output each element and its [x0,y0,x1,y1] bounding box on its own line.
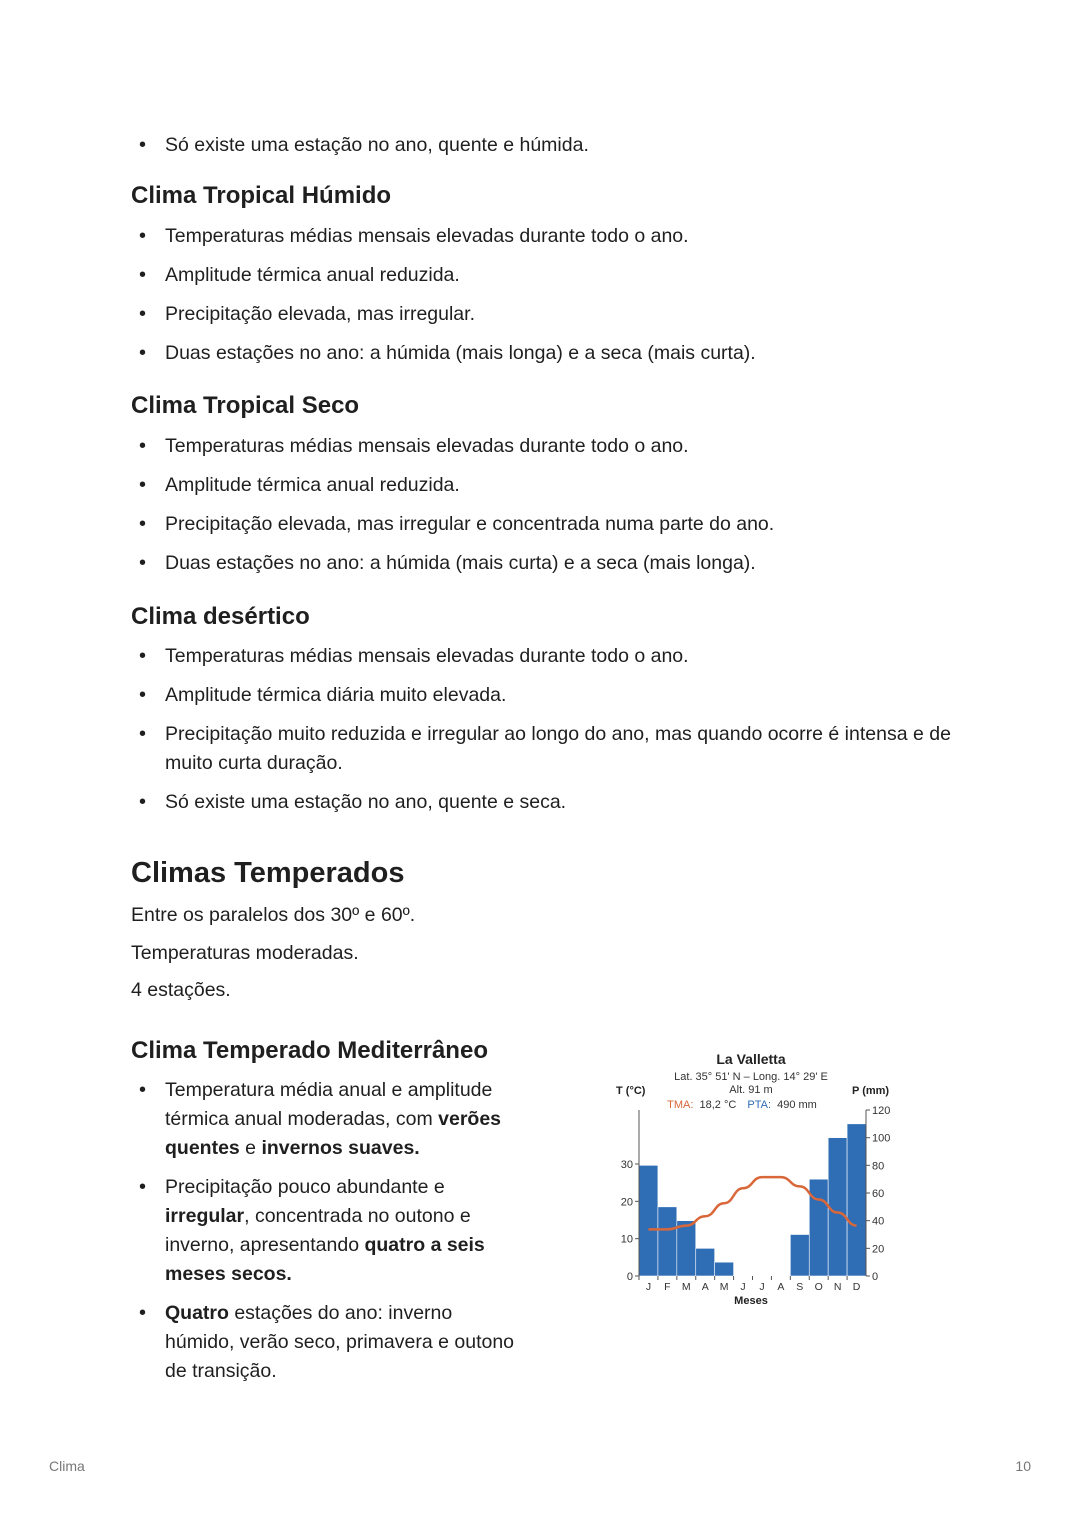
tma-value: 18,2 °C [699,1099,737,1111]
list-item [131,1173,521,1289]
bold-run: Quatro [165,1302,229,1324]
x-tick-label: A [777,1281,785,1293]
list-item: • Só existe uma estação no ano, quente e húmida. [131,131,589,160]
precip-bar [847,1124,866,1276]
text-run: estações do ano: inverno húmido, verão seco, primavera e outono de transição. [165,1302,515,1382]
list-item: • Temperaturas médias mensais elevadas durante todo o ano. [131,642,961,671]
list-item [131,1299,521,1386]
text-run: , concentrada no outono e inverno, apresentando [165,1205,471,1256]
precip-bars [639,1124,866,1276]
right-tick-label: 0 [872,1271,879,1283]
bold-run: invernos suaves. [261,1137,420,1159]
precip-bar [790,1235,809,1277]
mediterraneo-list [131,1076,521,1396]
section-heading-mediterraneo: Clima Temperado Mediterrâneo [131,1037,488,1064]
left-tick-label: 20 [620,1196,633,1209]
x-tick-label: F [664,1281,671,1293]
chart-altitude: Alt. 91 m [729,1084,773,1096]
bold-run: quatro a seis meses secos. [165,1234,485,1285]
list-item: • Temperaturas médias mensais elevadas durante todo o ano. [131,222,961,251]
list-item: • Amplitude térmica anual reduzida. [131,471,961,500]
right-tick-label: 80 [872,1160,885,1173]
text-line: Temperaturas moderadas. [131,941,359,964]
tropical-humido-list [131,222,961,378]
y-axis-label-right: P (mm) [852,1085,890,1097]
right-tick-label: 100 [872,1132,891,1145]
x-tick-label: A [701,1281,709,1293]
right-tick-label: 40 [872,1215,885,1228]
x-axis-label: Meses [734,1295,768,1307]
x-tick-label: M [719,1281,729,1293]
right-tick-label: 20 [872,1243,885,1256]
precip-bar [677,1221,696,1276]
y-axis-label-left: T (°C) [616,1085,646,1097]
right-tick-label: 60 [872,1188,885,1200]
section-heading-desertico: Clima desértico [131,603,310,630]
precip-bar [828,1138,847,1276]
tropical-seco-list [131,432,961,588]
precip-bar [658,1207,677,1276]
chart-tma-pta [667,1099,817,1111]
x-tick-label: J [759,1281,765,1293]
x-tick-label: O [814,1281,823,1293]
temperados-lines [131,901,415,1014]
section-heading-tropical-humido: Clima Tropical Húmido [131,182,392,209]
x-tick-label: N [833,1281,842,1293]
x-tick-label: J [645,1281,652,1293]
list-item [131,1076,521,1163]
text-run: Precipitação pouco abundante e [165,1176,445,1198]
precip-bar [715,1262,734,1276]
list-item: • Temperaturas médias mensais elevadas durante todo o ano. [131,432,961,461]
pta-label: PTA: [747,1099,772,1111]
tma-label: TMA: [667,1099,694,1111]
text-line: Entre os paralelos dos 30º e 60º. [131,904,416,926]
list-item: • Precipitação elevada, mas irregular e concentrada numa parte do ano. [131,510,961,539]
list-item: • Amplitude térmica anual reduzida. [131,261,961,290]
climograph [612,1040,900,1320]
list-item: • Precipitação muito reduzida e irregular ao longo do ano, mas quando ocorre é intensa e de muito curta duração. [131,720,961,778]
left-tick-label: 10 [620,1233,633,1246]
x-tick-label: S [796,1281,804,1293]
x-tick-label: D [852,1281,861,1293]
x-tick-label: M [681,1281,691,1293]
x-tick-label: J [740,1281,746,1293]
intro-list [131,131,589,170]
left-tick-label: 30 [620,1159,633,1171]
climograph-svg [612,1040,900,1320]
pta-value: 490 mm [777,1099,817,1111]
text-run: Temperatura média anual e amplitude térmica anual moderadas, com [165,1079,493,1130]
precip-bar [809,1179,828,1276]
footer-section-name: Clima [49,1458,85,1474]
list-item: • Só existe uma estação no ano, quente e seca. [131,788,961,817]
chart-title: La Valletta [716,1051,786,1067]
section-heading-tropical-seco: Clima Tropical Seco [131,392,360,419]
precip-bar [639,1165,658,1276]
text-line: 4 estações. [131,979,231,1001]
list-item: • Duas estações no ano: a húmida (mais curta) e a seca (mais longa). [131,549,961,578]
section-heading-temperados: Climas Temperados [131,857,405,889]
list-item: • Precipitação elevada, mas irregular. [131,300,961,329]
chart-subtitle: Lat. 35° 51' N – Long. 14° 29' E [674,1071,828,1083]
right-tick-label: 120 [872,1105,891,1117]
list-item: • Duas estações no ano: a húmida (mais longa) e a seca (mais curta). [131,339,961,368]
left-tick-label: 0 [626,1271,633,1283]
footer-page-number: 10 [1015,1458,1031,1474]
precip-bar [696,1248,715,1276]
bold-run: irregular [165,1205,245,1227]
desertico-list [131,642,961,827]
text-run: e [239,1137,262,1159]
list-item: • Amplitude térmica diária muito elevada. [131,681,961,710]
bold-run: verões quentes [165,1108,502,1159]
